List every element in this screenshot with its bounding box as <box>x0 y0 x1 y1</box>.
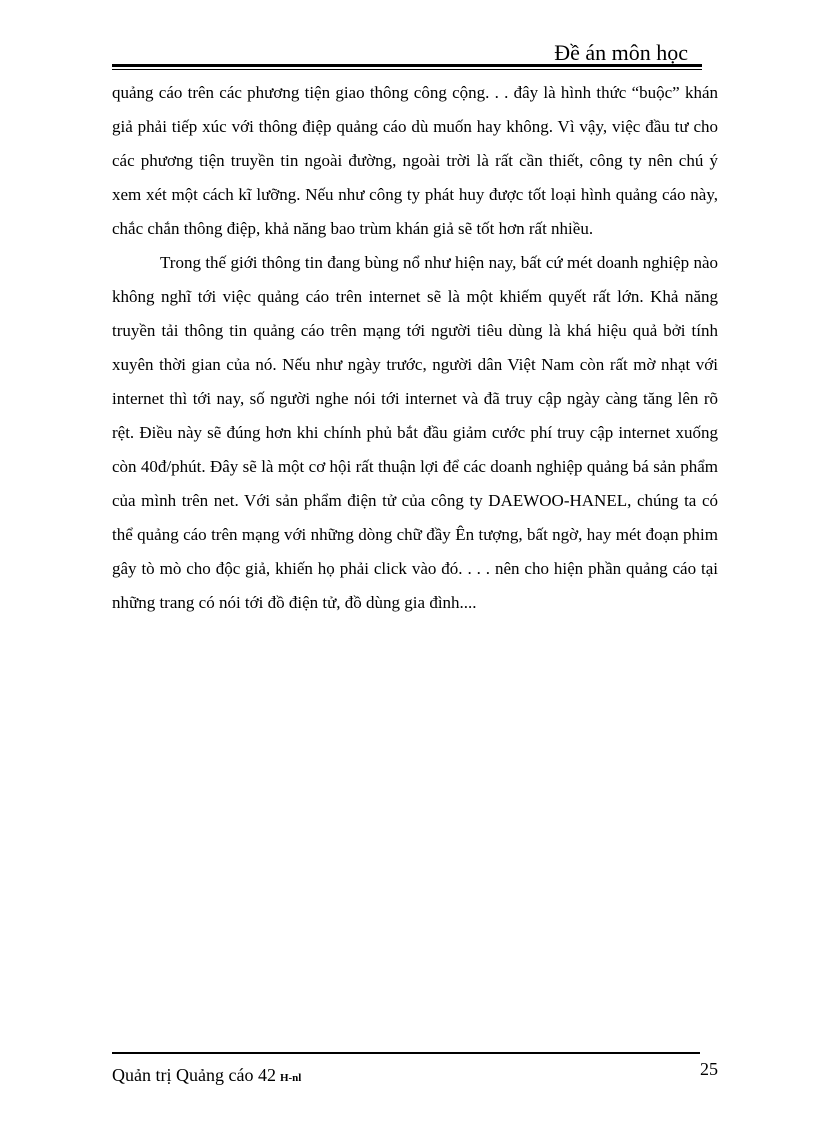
paragraph: Trong thế giới thông tin đang bùng nổ như hiện nay, bất cứ mét doanh nghiệp nào không nghĩ tới việc quảng cáo trên internet sẽ là một khiếm quyết rất lớn. Khả năng truyền tải thông tin quảng cáo trên mạng tới người tiêu dùng là khá hiệu quả bởi tính xuyên thời gian của nó. Nếu như ngày trước, người dân Việt Nam còn rất mờ nhạt với internet thì tới nay, số người nghe nói tới internet và đã truy cập ngày càng tăng lên rõ rệt. Điều này sẽ đúng hơn khi chính phủ bắt đầu giảm cước phí truy cập internet xuống còn 40đ/phút. Đây sẽ là một cơ hội rất thuận lợi để các doanh nghiệp quảng bá sản phẩm của mình trên net. Với sản phẩm điện tử của công ty DAEWOO-HANEL, chúng ta có thể quảng cáo trên mạng với những dòng chữ đầy Ên tượng, bất ngờ, hay mét đoạn phim gây tò mò cho độc giả, khiến họ phải click vào đó. . . . nên cho hiện phần quảng cáo tại những trang có nói tới đồ điện tử, đồ dùng gia đình.... <box>112 253 718 612</box>
footer-divider <box>112 1052 700 1054</box>
footer-class-code: H-nl <box>279 1072 302 1084</box>
paragraph: quảng cáo trên các phương tiện giao thông công cộng. . . đây là hình thức “buộc” khán giả phải tiếp xúc với thông điệp quảng cáo dù muốn hay không. Vì vậy, việc đầu tư cho các phương tiện truyền tin ngoài đường, ngoài trời là rất cần thiết, công ty nên chú ý xem xét một cách kĩ lưỡng. Nếu như công ty phát huy được tốt loại hình quảng cáo này, chắc chắn thông điệp, khả năng bao trùm khán giả sẽ tốt hơn rất nhiều. <box>112 83 718 238</box>
footer-course-label <box>112 1064 301 1089</box>
page-footer <box>112 1052 718 1092</box>
document-body <box>112 76 718 620</box>
header-title: Đề án môn học <box>554 40 688 65</box>
footer-course-text: Quản trị Quảng cáo 42 <box>112 1065 276 1085</box>
page-header <box>112 38 702 70</box>
header-divider <box>112 64 702 70</box>
page-number: 25 <box>700 1059 718 1079</box>
